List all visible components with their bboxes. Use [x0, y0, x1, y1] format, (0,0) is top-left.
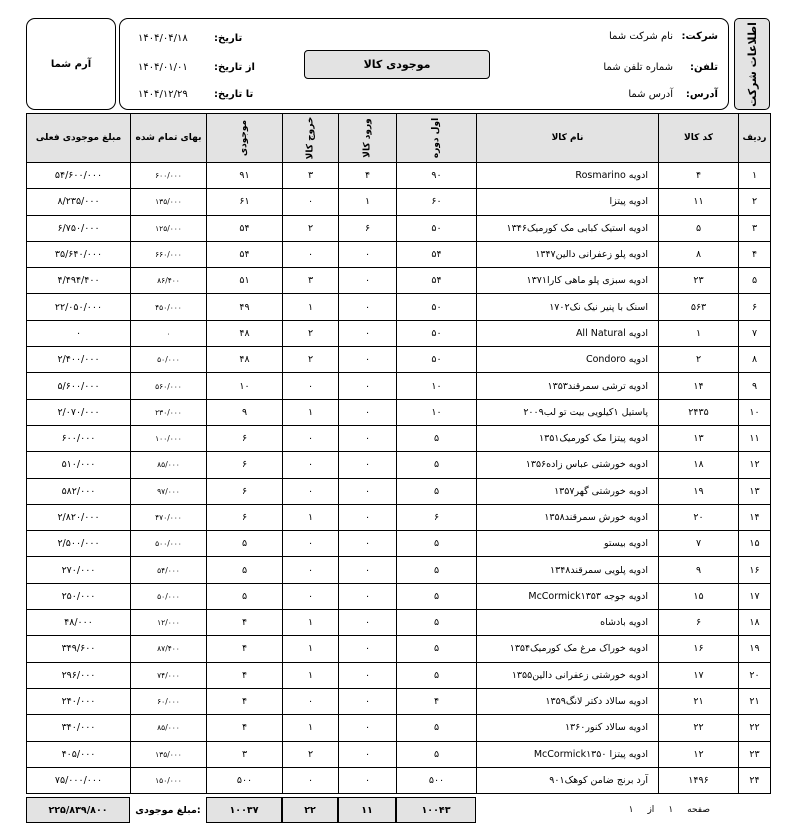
- table-row: [27, 478, 771, 504]
- cell-outgoing: ۰: [283, 688, 339, 714]
- table-row: [27, 189, 771, 215]
- cell-outgoing: ۲: [283, 215, 339, 241]
- cell-outgoing: ۰: [283, 425, 339, 451]
- cell-incoming: ۰: [339, 610, 397, 636]
- cell-outgoing: ۳: [283, 163, 339, 189]
- cell-row-number: ۱۰: [739, 399, 771, 425]
- table-row: [27, 557, 771, 583]
- col-header-opening: اول دوره: [397, 114, 477, 163]
- col-header-incoming: ورود کالا: [339, 114, 397, 163]
- cell-outgoing: ۱: [283, 636, 339, 662]
- cell-stock: ۶: [207, 478, 283, 504]
- cell-stock-value: ۵۴/۶۰۰/۰۰۰: [27, 163, 131, 189]
- brand-text: آرم شما: [50, 58, 92, 70]
- cell-opening: ۱۰: [397, 399, 477, 425]
- cell-item-code: ۱۸: [659, 452, 739, 478]
- cell-item-code: ۱۴۹۶: [659, 767, 739, 793]
- cell-stock: ۱۰: [207, 373, 283, 399]
- cell-item-code: ۸: [659, 241, 739, 267]
- cell-unit-cost: ۰: [131, 320, 207, 346]
- table-row: [27, 425, 771, 451]
- col-header-unit-cost: بهای تمام شده: [131, 114, 207, 163]
- cell-item-code: ۵۶۳: [659, 294, 739, 320]
- cell-item-name: ادویه خورش سمرقند۱۳۵۸: [477, 504, 659, 530]
- cell-stock-value: ۲/۵۰۰/۰۰۰: [27, 531, 131, 557]
- cell-item-name: آرد برنج ضامن کوهک۹۰۱: [477, 767, 659, 793]
- total-incoming: ۱۱: [338, 797, 396, 823]
- cell-incoming: ۰: [339, 478, 397, 504]
- cell-incoming: ۰: [339, 662, 397, 688]
- cell-stock-value: ۰: [27, 320, 131, 346]
- cell-unit-cost: ۱۰۰/۰۰۰: [131, 425, 207, 451]
- cell-opening: ۵: [397, 478, 477, 504]
- cell-row-number: ۲۴: [739, 767, 771, 793]
- cell-unit-cost: ۵۰/۰۰۰: [131, 347, 207, 373]
- cell-stock-value: ۵۸۲/۰۰۰: [27, 478, 131, 504]
- cell-item-name: ادویه پیتزا McCormick۱۳۵۰: [477, 741, 659, 767]
- cell-outgoing: ۱: [283, 715, 339, 741]
- cell-stock-value: ۳۴۹/۶۰۰: [27, 636, 131, 662]
- cell-row-number: ۲۰: [739, 662, 771, 688]
- cell-row-number: ۱: [739, 163, 771, 189]
- cell-incoming: ۰: [339, 767, 397, 793]
- cell-row-number: ۱۲: [739, 452, 771, 478]
- cell-stock: ۵: [207, 583, 283, 609]
- total-amount-label: مبلغ موجودی:: [135, 804, 201, 816]
- cell-item-code: ۵: [659, 215, 739, 241]
- cell-row-number: ۱۷: [739, 583, 771, 609]
- report-title: موجودی کالا: [304, 50, 490, 79]
- cell-stock: ۵۱: [207, 268, 283, 294]
- cell-outgoing: ۳: [283, 268, 339, 294]
- cell-unit-cost: ۵۴/۰۰۰: [131, 557, 207, 583]
- pagination: [629, 797, 710, 823]
- col-header-item-code: کد کالا: [659, 114, 739, 163]
- cell-item-name: ادویه خورشتی زعفرانی دالین۱۳۵۵: [477, 662, 659, 688]
- cell-item-code: ۲۳: [659, 268, 739, 294]
- cell-item-code: ۲۱: [659, 688, 739, 714]
- cell-stock-value: ۲۴۰/۰۰۰: [27, 688, 131, 714]
- cell-stock: ۶: [207, 425, 283, 451]
- cell-stock: ۵: [207, 531, 283, 557]
- table-row: [27, 688, 771, 714]
- cell-outgoing: ۰: [283, 557, 339, 583]
- cell-item-name: ادویه Condoro: [477, 347, 659, 373]
- cell-item-code: ۱۷: [659, 662, 739, 688]
- cell-item-name: ادویه پلویی سمرقند۱۳۴۸: [477, 557, 659, 583]
- cell-unit-cost: ۸۵/۰۰۰: [131, 452, 207, 478]
- cell-stock: ۵: [207, 557, 283, 583]
- cell-item-code: ۱۵: [659, 583, 739, 609]
- company-label: شرکت:: [681, 31, 718, 42]
- cell-unit-cost: ۵۰/۰۰۰: [131, 583, 207, 609]
- cell-stock: ۴: [207, 610, 283, 636]
- cell-incoming: ۰: [339, 399, 397, 425]
- cell-item-name: ادویه پلو زعفرانی دالین۱۳۴۷: [477, 241, 659, 267]
- cell-outgoing: ۰: [283, 767, 339, 793]
- cell-incoming: ۰: [339, 241, 397, 267]
- cell-outgoing: ۰: [283, 478, 339, 504]
- cell-item-name: ادویه بیستو: [477, 531, 659, 557]
- cell-stock: ۴۸: [207, 347, 283, 373]
- cell-stock-value: ۸/۲۳۵/۰۰۰: [27, 189, 131, 215]
- cell-row-number: ۱۱: [739, 425, 771, 451]
- cell-opening: ۵: [397, 715, 477, 741]
- col-header-outgoing: خروج کالا: [283, 114, 339, 163]
- cell-stock: ۵۰۰: [207, 767, 283, 793]
- cell-incoming: ۰: [339, 268, 397, 294]
- cell-outgoing: ۲: [283, 741, 339, 767]
- cell-opening: ۵: [397, 583, 477, 609]
- cell-incoming: ۰: [339, 347, 397, 373]
- cell-stock-value: ۲۷۰/۰۰۰: [27, 557, 131, 583]
- cell-item-name: ادویه All Natural: [477, 320, 659, 346]
- table-row: [27, 636, 771, 662]
- table-row: [27, 320, 771, 346]
- cell-item-code: ۲۴۳۵: [659, 399, 739, 425]
- cell-stock-value: ۵۱۰/۰۰۰: [27, 452, 131, 478]
- table-row: [27, 715, 771, 741]
- col-header-item-name: نام کالا: [477, 114, 659, 163]
- cell-item-code: ۱۴: [659, 373, 739, 399]
- page-of-label: از: [647, 805, 655, 815]
- cell-item-name: ادویه خورشتی عباس زاده۱۳۵۶: [477, 452, 659, 478]
- cell-item-code: ۱۱: [659, 189, 739, 215]
- total-outgoing: ۲۲: [282, 797, 338, 823]
- cell-stock-value: ۲۵۰/۰۰۰: [27, 583, 131, 609]
- cell-item-name: ادویه خوراک مرغ مک کورمیک۱۳۵۴: [477, 636, 659, 662]
- cell-row-number: ۵: [739, 268, 771, 294]
- cell-row-number: ۱۳: [739, 478, 771, 504]
- col-header-stock-value: مبلغ موجودی فعلی: [27, 114, 131, 163]
- cell-outgoing: ۲: [283, 320, 339, 346]
- cell-stock-value: ۳۵/۶۴۰/۰۰۰: [27, 241, 131, 267]
- table-row: [27, 504, 771, 530]
- cell-unit-cost: ۱۲۵/۰۰۰: [131, 215, 207, 241]
- phone-label: تلفن:: [689, 62, 718, 73]
- cell-stock: ۴۸: [207, 320, 283, 346]
- cell-item-name: ادویه Rosmarino: [477, 163, 659, 189]
- cell-row-number: ۲۲: [739, 715, 771, 741]
- cell-unit-cost: ۱۲/۰۰۰: [131, 610, 207, 636]
- table-row: [27, 215, 771, 241]
- cell-opening: ۵۴: [397, 268, 477, 294]
- cell-row-number: ۱۴: [739, 504, 771, 530]
- cell-item-code: ۲۰: [659, 504, 739, 530]
- table-row: [27, 662, 771, 688]
- cell-item-name: ادویه پیتزا: [477, 189, 659, 215]
- col-header-row-number: ردیف: [739, 114, 771, 163]
- cell-row-number: ۲۱: [739, 688, 771, 714]
- cell-row-number: ۱۵: [739, 531, 771, 557]
- cell-opening: ۵۴: [397, 241, 477, 267]
- cell-opening: ۵۰: [397, 215, 477, 241]
- table-row: [27, 767, 771, 793]
- to-date-label: تا تاریخ:: [214, 89, 254, 100]
- table-row: [27, 741, 771, 767]
- cell-unit-cost: ۵۶۰/۰۰۰: [131, 373, 207, 399]
- cell-opening: ۶۰: [397, 189, 477, 215]
- cell-stock: ۴: [207, 636, 283, 662]
- cell-unit-cost: ۹۷/۰۰۰: [131, 478, 207, 504]
- cell-stock-value: ۴/۴۹۴/۴۰۰: [27, 268, 131, 294]
- company-info-side-title: [734, 18, 770, 110]
- cell-opening: ۵: [397, 557, 477, 583]
- cell-item-code: ۲۲: [659, 715, 739, 741]
- total-amount: ۲۲۵/۸۳۹/۸۰۰: [26, 797, 130, 823]
- cell-incoming: ۰: [339, 583, 397, 609]
- cell-item-name: ادویه ترشی سمرقند۱۳۵۳: [477, 373, 659, 399]
- table-row: [27, 399, 771, 425]
- cell-item-code: ۱۳: [659, 425, 739, 451]
- cell-item-name: ادویه خورشتی گهر۱۳۵۷: [477, 478, 659, 504]
- cell-unit-cost: ۲۳۰/۰۰۰: [131, 399, 207, 425]
- cell-row-number: ۱۶: [739, 557, 771, 583]
- cell-stock: ۵۴: [207, 215, 283, 241]
- cell-row-number: ۸: [739, 347, 771, 373]
- cell-unit-cost: ۱۵۰/۰۰۰: [131, 767, 207, 793]
- cell-stock: ۶۱: [207, 189, 283, 215]
- cell-row-number: ۹: [739, 373, 771, 399]
- cell-row-number: ۲: [739, 189, 771, 215]
- cell-opening: ۴: [397, 688, 477, 714]
- cell-incoming: ۴: [339, 163, 397, 189]
- cell-incoming: ۰: [339, 373, 397, 399]
- cell-opening: ۵۰۰: [397, 767, 477, 793]
- cell-outgoing: ۱: [283, 610, 339, 636]
- cell-stock-value: ۲/۰۷۰/۰۰۰: [27, 399, 131, 425]
- cell-row-number: ۴: [739, 241, 771, 267]
- cell-incoming: ۰: [339, 425, 397, 451]
- cell-incoming: ۰: [339, 741, 397, 767]
- cell-item-name: اسنک با پنیر نیک نک۱۷۰۲: [477, 294, 659, 320]
- cell-incoming: ۰: [339, 636, 397, 662]
- cell-stock-value: ۲/۸۲۰/۰۰۰: [27, 504, 131, 530]
- cell-incoming: ۰: [339, 715, 397, 741]
- cell-opening: ۵: [397, 425, 477, 451]
- cell-item-code: ۷: [659, 531, 739, 557]
- cell-unit-cost: ۸۶/۴۰۰: [131, 268, 207, 294]
- cell-stock-value: ۷۵/۰۰۰/۰۰۰: [27, 767, 131, 793]
- cell-opening: ۵۰: [397, 294, 477, 320]
- table-row: [27, 610, 771, 636]
- cell-unit-cost: ۸۷/۴۰۰: [131, 636, 207, 662]
- cell-item-name: ادویه بادشاه: [477, 610, 659, 636]
- cell-stock: ۶: [207, 452, 283, 478]
- cell-stock-value: ۴۰۵/۰۰۰: [27, 741, 131, 767]
- cell-unit-cost: ۶۰۰/۰۰۰: [131, 163, 207, 189]
- cell-row-number: ۳: [739, 215, 771, 241]
- cell-item-code: ۱: [659, 320, 739, 346]
- cell-stock: ۹: [207, 399, 283, 425]
- cell-item-name: ادویه جوجه McCormick۱۳۵۳: [477, 583, 659, 609]
- table-row: [27, 452, 771, 478]
- cell-unit-cost: ۱۳۵/۰۰۰: [131, 741, 207, 767]
- cell-item-name: پاستیل ۱کیلویی بیت تو لب۲۰۰۹: [477, 399, 659, 425]
- page-label: صفحه: [687, 805, 710, 815]
- cell-unit-cost: ۴۷۰/۰۰۰: [131, 504, 207, 530]
- cell-incoming: ۰: [339, 294, 397, 320]
- table-row: [27, 373, 771, 399]
- cell-item-name: ادویه سالاد کنور۱۳۶۰: [477, 715, 659, 741]
- cell-unit-cost: ۸۵/۰۰۰: [131, 715, 207, 741]
- table-row: [27, 241, 771, 267]
- cell-unit-cost: ۶۶۰/۰۰۰: [131, 241, 207, 267]
- brand-logo-box: [26, 18, 116, 110]
- cell-unit-cost: ۶۰/۰۰۰: [131, 688, 207, 714]
- address-label: آدرس:: [685, 89, 718, 100]
- from-date-value: ۱۴۰۴/۰۱/۰۱: [138, 62, 188, 73]
- address-value: آدرس شما: [628, 89, 673, 100]
- to-date-value: ۱۴۰۴/۱۲/۲۹: [138, 89, 188, 100]
- page-total: ۱: [628, 805, 634, 815]
- cell-outgoing: ۱: [283, 294, 339, 320]
- cell-item-code: ۱۲: [659, 741, 739, 767]
- cell-outgoing: ۰: [283, 531, 339, 557]
- cell-incoming: ۰: [339, 531, 397, 557]
- cell-outgoing: ۱: [283, 504, 339, 530]
- cell-item-name: ادویه سالاد دکتر لانگ۱۳۵۹: [477, 688, 659, 714]
- cell-incoming: ۰: [339, 557, 397, 583]
- phone-value: شماره تلفن شما: [603, 62, 673, 73]
- cell-incoming: ۱: [339, 189, 397, 215]
- cell-opening: ۵: [397, 741, 477, 767]
- cell-stock: ۴۹: [207, 294, 283, 320]
- cell-incoming: ۰: [339, 320, 397, 346]
- cell-stock-value: ۵/۶۰۰/۰۰۰: [27, 373, 131, 399]
- cell-outgoing: ۰: [283, 452, 339, 478]
- cell-row-number: ۶: [739, 294, 771, 320]
- cell-outgoing: ۰: [283, 583, 339, 609]
- cell-item-code: ۹: [659, 557, 739, 583]
- cell-opening: ۱۰: [397, 373, 477, 399]
- cell-outgoing: ۰: [283, 189, 339, 215]
- cell-outgoing: ۱: [283, 662, 339, 688]
- cell-item-code: ۲: [659, 347, 739, 373]
- cell-opening: ۵: [397, 531, 477, 557]
- cell-stock: ۶: [207, 504, 283, 530]
- table-row: [27, 294, 771, 320]
- totals-row: [26, 797, 770, 823]
- cell-stock: ۴: [207, 688, 283, 714]
- date-label: تاریخ:: [214, 33, 243, 44]
- from-date-label: از تاریخ:: [214, 62, 255, 73]
- cell-row-number: ۱۸: [739, 610, 771, 636]
- cell-outgoing: ۱: [283, 399, 339, 425]
- company-value: نام شرکت شما: [608, 31, 673, 42]
- col-header-stock: موجودی: [207, 114, 283, 163]
- cell-item-code: ۱۶: [659, 636, 739, 662]
- cell-stock: ۹۱: [207, 163, 283, 189]
- cell-opening: ۶: [397, 504, 477, 530]
- date-value: ۱۴۰۴/۰۴/۱۸: [138, 33, 188, 44]
- cell-row-number: ۱۹: [739, 636, 771, 662]
- cell-opening: ۹۰: [397, 163, 477, 189]
- cell-row-number: ۲۳: [739, 741, 771, 767]
- table-row: [27, 583, 771, 609]
- cell-opening: ۵: [397, 452, 477, 478]
- table-row: [27, 163, 771, 189]
- total-opening: ۱۰۰۴۳: [396, 797, 476, 823]
- cell-item-name: ادویه استیک کبابی مک کورمیک۱۳۴۶: [477, 215, 659, 241]
- cell-outgoing: ۰: [283, 241, 339, 267]
- cell-stock: ۵۴: [207, 241, 283, 267]
- cell-incoming: ۰: [339, 688, 397, 714]
- cell-incoming: ۰: [339, 504, 397, 530]
- table-header-row: [27, 114, 771, 163]
- cell-stock-value: ۲۹۶/۰۰۰: [27, 662, 131, 688]
- cell-item-code: ۴: [659, 163, 739, 189]
- cell-stock-value: ۲۲/۰۵۰/۰۰۰: [27, 294, 131, 320]
- cell-unit-cost: ۷۴/۰۰۰: [131, 662, 207, 688]
- cell-stock-value: ۲/۴۰۰/۰۰۰: [27, 347, 131, 373]
- cell-stock-value: ۴۸/۰۰۰: [27, 610, 131, 636]
- cell-unit-cost: ۵۰۰/۰۰۰: [131, 531, 207, 557]
- cell-stock: ۴: [207, 662, 283, 688]
- cell-opening: ۵۰: [397, 347, 477, 373]
- cell-item-name: ادویه سبزی پلو ماهی کارا۱۳۷۱: [477, 268, 659, 294]
- table-row: [27, 268, 771, 294]
- table-row: [27, 531, 771, 557]
- cell-opening: ۵: [397, 662, 477, 688]
- cell-stock: ۳: [207, 741, 283, 767]
- cell-stock-value: ۶۰۰/۰۰۰: [27, 425, 131, 451]
- cell-outgoing: ۰: [283, 373, 339, 399]
- cell-opening: ۵۰: [397, 320, 477, 346]
- cell-unit-cost: ۴۵۰/۰۰۰: [131, 294, 207, 320]
- cell-item-code: ۶: [659, 610, 739, 636]
- page-number: ۱: [668, 805, 674, 815]
- cell-item-code: ۱۹: [659, 478, 739, 504]
- total-stock: ۱۰۰۳۷: [206, 797, 282, 823]
- cell-opening: ۵: [397, 610, 477, 636]
- cell-unit-cost: ۱۳۵/۰۰۰: [131, 189, 207, 215]
- side-title-text: اطلاعات شرکت: [745, 21, 759, 107]
- inventory-table: [26, 113, 771, 794]
- cell-stock: ۴: [207, 715, 283, 741]
- cell-row-number: ۷: [739, 320, 771, 346]
- cell-incoming: ۶: [339, 215, 397, 241]
- cell-outgoing: ۲: [283, 347, 339, 373]
- table-row: [27, 347, 771, 373]
- cell-incoming: ۰: [339, 452, 397, 478]
- cell-opening: ۵: [397, 636, 477, 662]
- cell-stock-value: ۳۴۰/۰۰۰: [27, 715, 131, 741]
- cell-stock-value: ۶/۷۵۰/۰۰۰: [27, 215, 131, 241]
- cell-item-name: ادویه پیتزا مک کورمیک۱۳۵۱: [477, 425, 659, 451]
